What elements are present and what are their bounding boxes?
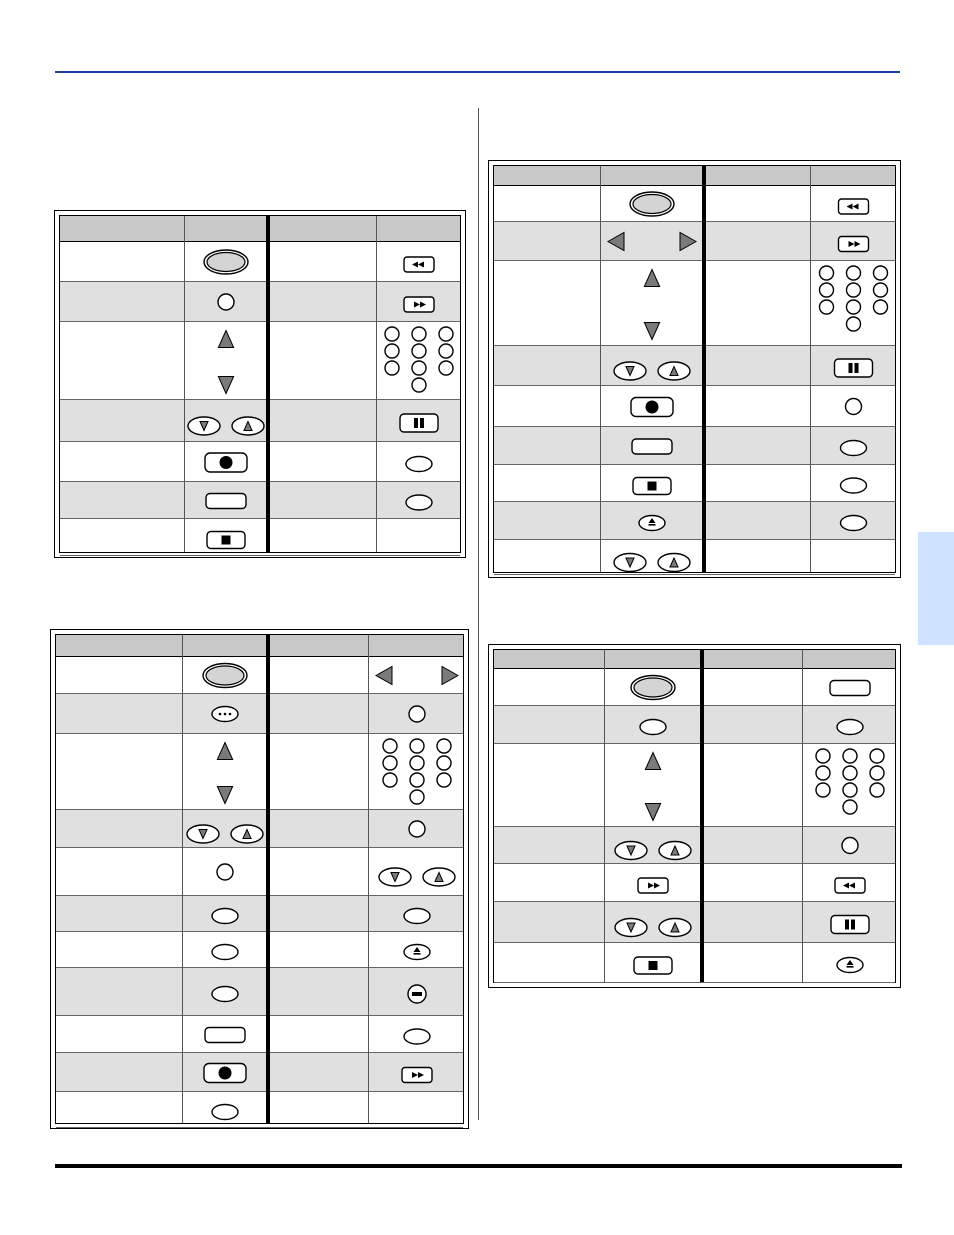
power-oval-button-icon — [604, 669, 702, 706]
button-cell — [184, 242, 268, 281]
record-button-icon — [184, 442, 268, 482]
section-side-tab — [918, 532, 954, 645]
table-frame — [493, 165, 896, 573]
table-row — [60, 482, 460, 519]
button-cell — [604, 943, 702, 982]
table-row — [494, 827, 895, 864]
volume-down-up-buttons-icon — [604, 902, 702, 943]
column-line — [604, 650, 605, 982]
button-cell — [802, 864, 898, 901]
button-cell — [182, 896, 268, 931]
small-oval-button-icon — [604, 706, 702, 744]
minus-button-icon — [368, 968, 466, 1016]
table-frame — [55, 634, 464, 1124]
button-cell — [184, 322, 268, 399]
rectangle-button-icon — [184, 482, 268, 519]
pause-button-icon — [810, 346, 897, 386]
table-row — [56, 896, 463, 932]
button-cell — [802, 827, 898, 863]
record-button-icon — [600, 386, 704, 427]
small-oval-button-icon — [368, 1016, 466, 1053]
rewind-button-icon — [810, 186, 897, 222]
button-cell — [810, 386, 897, 426]
button-cell — [604, 864, 702, 901]
button-cell — [182, 1053, 268, 1091]
button-cell — [368, 896, 466, 931]
pause-button-icon — [376, 400, 462, 442]
button-cell — [802, 669, 898, 705]
left-right-triangle-icon — [600, 222, 704, 261]
stop-button-icon — [600, 465, 704, 502]
column-line — [802, 650, 803, 982]
button-cell — [182, 810, 268, 847]
button-cell — [802, 706, 898, 743]
table-row — [494, 222, 895, 261]
fast-forward-button-icon — [376, 282, 462, 322]
button-cell — [600, 261, 704, 345]
button-cell — [600, 346, 704, 385]
table-row — [494, 669, 895, 706]
table-frame — [59, 215, 461, 553]
button-cell — [184, 482, 268, 518]
rectangle-button-icon — [600, 427, 704, 465]
button-cell — [802, 902, 898, 942]
button-cell — [604, 827, 702, 863]
button-cell — [182, 694, 268, 733]
eject-button-icon — [600, 502, 704, 540]
column-line — [266, 635, 270, 1123]
column-divider — [478, 108, 479, 1120]
button-cell — [600, 502, 704, 539]
volume-down-up-buttons-icon — [604, 827, 702, 864]
left-right-triangle-icon — [368, 657, 466, 694]
button-cell — [376, 282, 462, 321]
table-row — [494, 186, 895, 222]
button-cell — [376, 442, 462, 481]
table-row — [494, 943, 895, 983]
button-cell — [376, 482, 462, 518]
small-oval-button-icon — [182, 968, 268, 1016]
button-cell — [810, 346, 897, 385]
button-cell — [802, 943, 898, 982]
small-oval-button-icon — [182, 896, 268, 932]
volume-down-up-buttons-icon — [184, 400, 268, 442]
column-line — [184, 216, 185, 552]
button-cell — [368, 1053, 466, 1091]
power-oval-button-icon — [184, 242, 268, 282]
button-cell — [600, 540, 704, 574]
button-cell — [810, 427, 897, 464]
rectangle-button-icon — [182, 1016, 268, 1053]
table-row — [56, 810, 463, 848]
small-oval-button-icon — [810, 427, 897, 465]
column-line — [702, 166, 706, 572]
table-row — [60, 322, 460, 400]
button-cell — [182, 1092, 268, 1127]
button-cell — [368, 657, 466, 693]
button-cell — [368, 694, 466, 733]
eject-button-icon — [368, 932, 466, 968]
button-cell — [182, 932, 268, 967]
table-row — [56, 848, 463, 896]
button-cell — [368, 932, 466, 967]
button-cell — [376, 322, 462, 399]
channel-up-down-triangle-icon — [182, 734, 268, 810]
button-cell — [802, 744, 898, 826]
table-4 — [488, 644, 901, 988]
fast-forward-button-icon — [810, 222, 897, 261]
fast-forward-button-icon — [604, 864, 702, 902]
table-3 — [488, 160, 901, 578]
button-cell — [810, 261, 897, 345]
column-line — [266, 216, 270, 552]
button-cell — [368, 848, 466, 895]
table-row — [60, 519, 460, 556]
button-cell — [600, 465, 704, 501]
table-1 — [54, 210, 466, 558]
volume-down-up-buttons-icon — [368, 848, 466, 896]
table-row — [494, 864, 895, 902]
fast-forward-button-icon — [368, 1053, 466, 1092]
button-cell — [368, 734, 466, 809]
button-cell — [604, 706, 702, 743]
small-oval-button-icon — [182, 1092, 268, 1128]
table-row — [60, 282, 460, 322]
button-cell — [600, 427, 704, 464]
table-row — [494, 346, 895, 386]
button-cell — [184, 400, 268, 441]
table-row — [56, 657, 463, 694]
number-keypad-icon — [810, 261, 897, 346]
button-cell — [376, 400, 462, 441]
record-button-icon — [182, 1053, 268, 1092]
table-row — [494, 744, 895, 827]
rectangle-button-icon — [802, 669, 898, 706]
small-circle-button-icon — [368, 694, 466, 734]
small-oval-button-icon — [810, 502, 897, 540]
button-cell — [184, 519, 268, 555]
button-cell — [184, 442, 268, 481]
table-header-row — [494, 650, 895, 669]
button-cell — [182, 1016, 268, 1052]
button-cell — [810, 465, 897, 501]
number-keypad-icon — [376, 322, 462, 400]
volume-down-up-buttons-icon — [182, 810, 268, 848]
table-row — [494, 540, 895, 575]
table-row — [56, 1092, 463, 1128]
button-cell — [182, 968, 268, 1015]
table-row — [56, 968, 463, 1016]
channel-up-down-triangle-icon — [604, 744, 702, 827]
button-cell — [810, 222, 897, 260]
table-header-row — [56, 635, 463, 657]
button-cell — [184, 282, 268, 321]
small-oval-button-icon — [376, 442, 462, 482]
column-line — [368, 635, 369, 1123]
table-row — [494, 386, 895, 427]
stop-button-icon — [184, 519, 268, 556]
bottom-rule — [55, 1164, 902, 1168]
table-2 — [50, 629, 469, 1129]
column-line — [376, 216, 377, 552]
channel-up-down-triangle-icon — [600, 261, 704, 346]
power-oval-button-icon — [182, 657, 268, 694]
small-oval-button-icon — [802, 706, 898, 744]
table-row — [60, 442, 460, 482]
number-keypad-icon — [368, 734, 466, 810]
small-oval-button-icon — [810, 465, 897, 502]
rewind-button-icon — [802, 864, 898, 902]
table-row — [494, 261, 895, 346]
table-row — [56, 932, 463, 968]
volume-down-up-buttons-icon — [600, 540, 704, 575]
button-cell — [368, 1016, 466, 1052]
table-row — [56, 734, 463, 810]
small-oval-button-icon — [376, 482, 462, 519]
power-oval-button-icon — [600, 186, 704, 222]
button-cell — [810, 186, 897, 221]
small-circle-button-icon — [184, 282, 268, 322]
stop-button-icon — [604, 943, 702, 983]
number-keypad-icon — [802, 744, 898, 827]
top-blue-rule — [55, 71, 900, 73]
table-row — [60, 400, 460, 442]
button-cell — [604, 744, 702, 826]
small-oval-button-icon — [182, 932, 268, 968]
rewind-button-icon — [376, 242, 462, 282]
button-cell — [604, 902, 702, 942]
table-row — [494, 465, 895, 502]
table-header-row — [494, 166, 895, 186]
eject-button-icon — [802, 943, 898, 983]
button-cell — [600, 186, 704, 221]
table-row — [60, 242, 460, 282]
button-cell — [368, 810, 466, 847]
table-row — [494, 902, 895, 943]
table-frame — [493, 649, 896, 983]
channel-up-down-triangle-icon — [184, 322, 268, 400]
table-row — [494, 502, 895, 540]
button-cell — [376, 242, 462, 281]
button-cell — [368, 968, 466, 1015]
button-cell — [810, 502, 897, 539]
column-line — [600, 166, 601, 572]
ellipsis-button-icon — [182, 694, 268, 734]
small-circle-button-icon — [368, 810, 466, 848]
small-circle-button-icon — [802, 827, 898, 864]
small-circle-button-icon — [810, 386, 897, 427]
button-cell — [604, 669, 702, 705]
table-row — [56, 694, 463, 734]
pause-button-icon — [802, 902, 898, 943]
table-row — [494, 706, 895, 744]
table-header-row — [60, 216, 460, 242]
table-row — [494, 427, 895, 465]
column-line — [810, 166, 811, 572]
small-circle-button-icon — [182, 848, 268, 896]
column-line — [182, 635, 183, 1123]
button-cell — [182, 734, 268, 809]
button-cell — [182, 657, 268, 693]
table-row — [56, 1053, 463, 1092]
button-cell — [600, 222, 704, 260]
button-cell — [182, 848, 268, 895]
volume-down-up-buttons-icon — [600, 346, 704, 386]
button-cell — [600, 386, 704, 426]
small-oval-button-icon — [368, 896, 466, 932]
table-row — [56, 1016, 463, 1053]
column-line — [700, 650, 704, 982]
